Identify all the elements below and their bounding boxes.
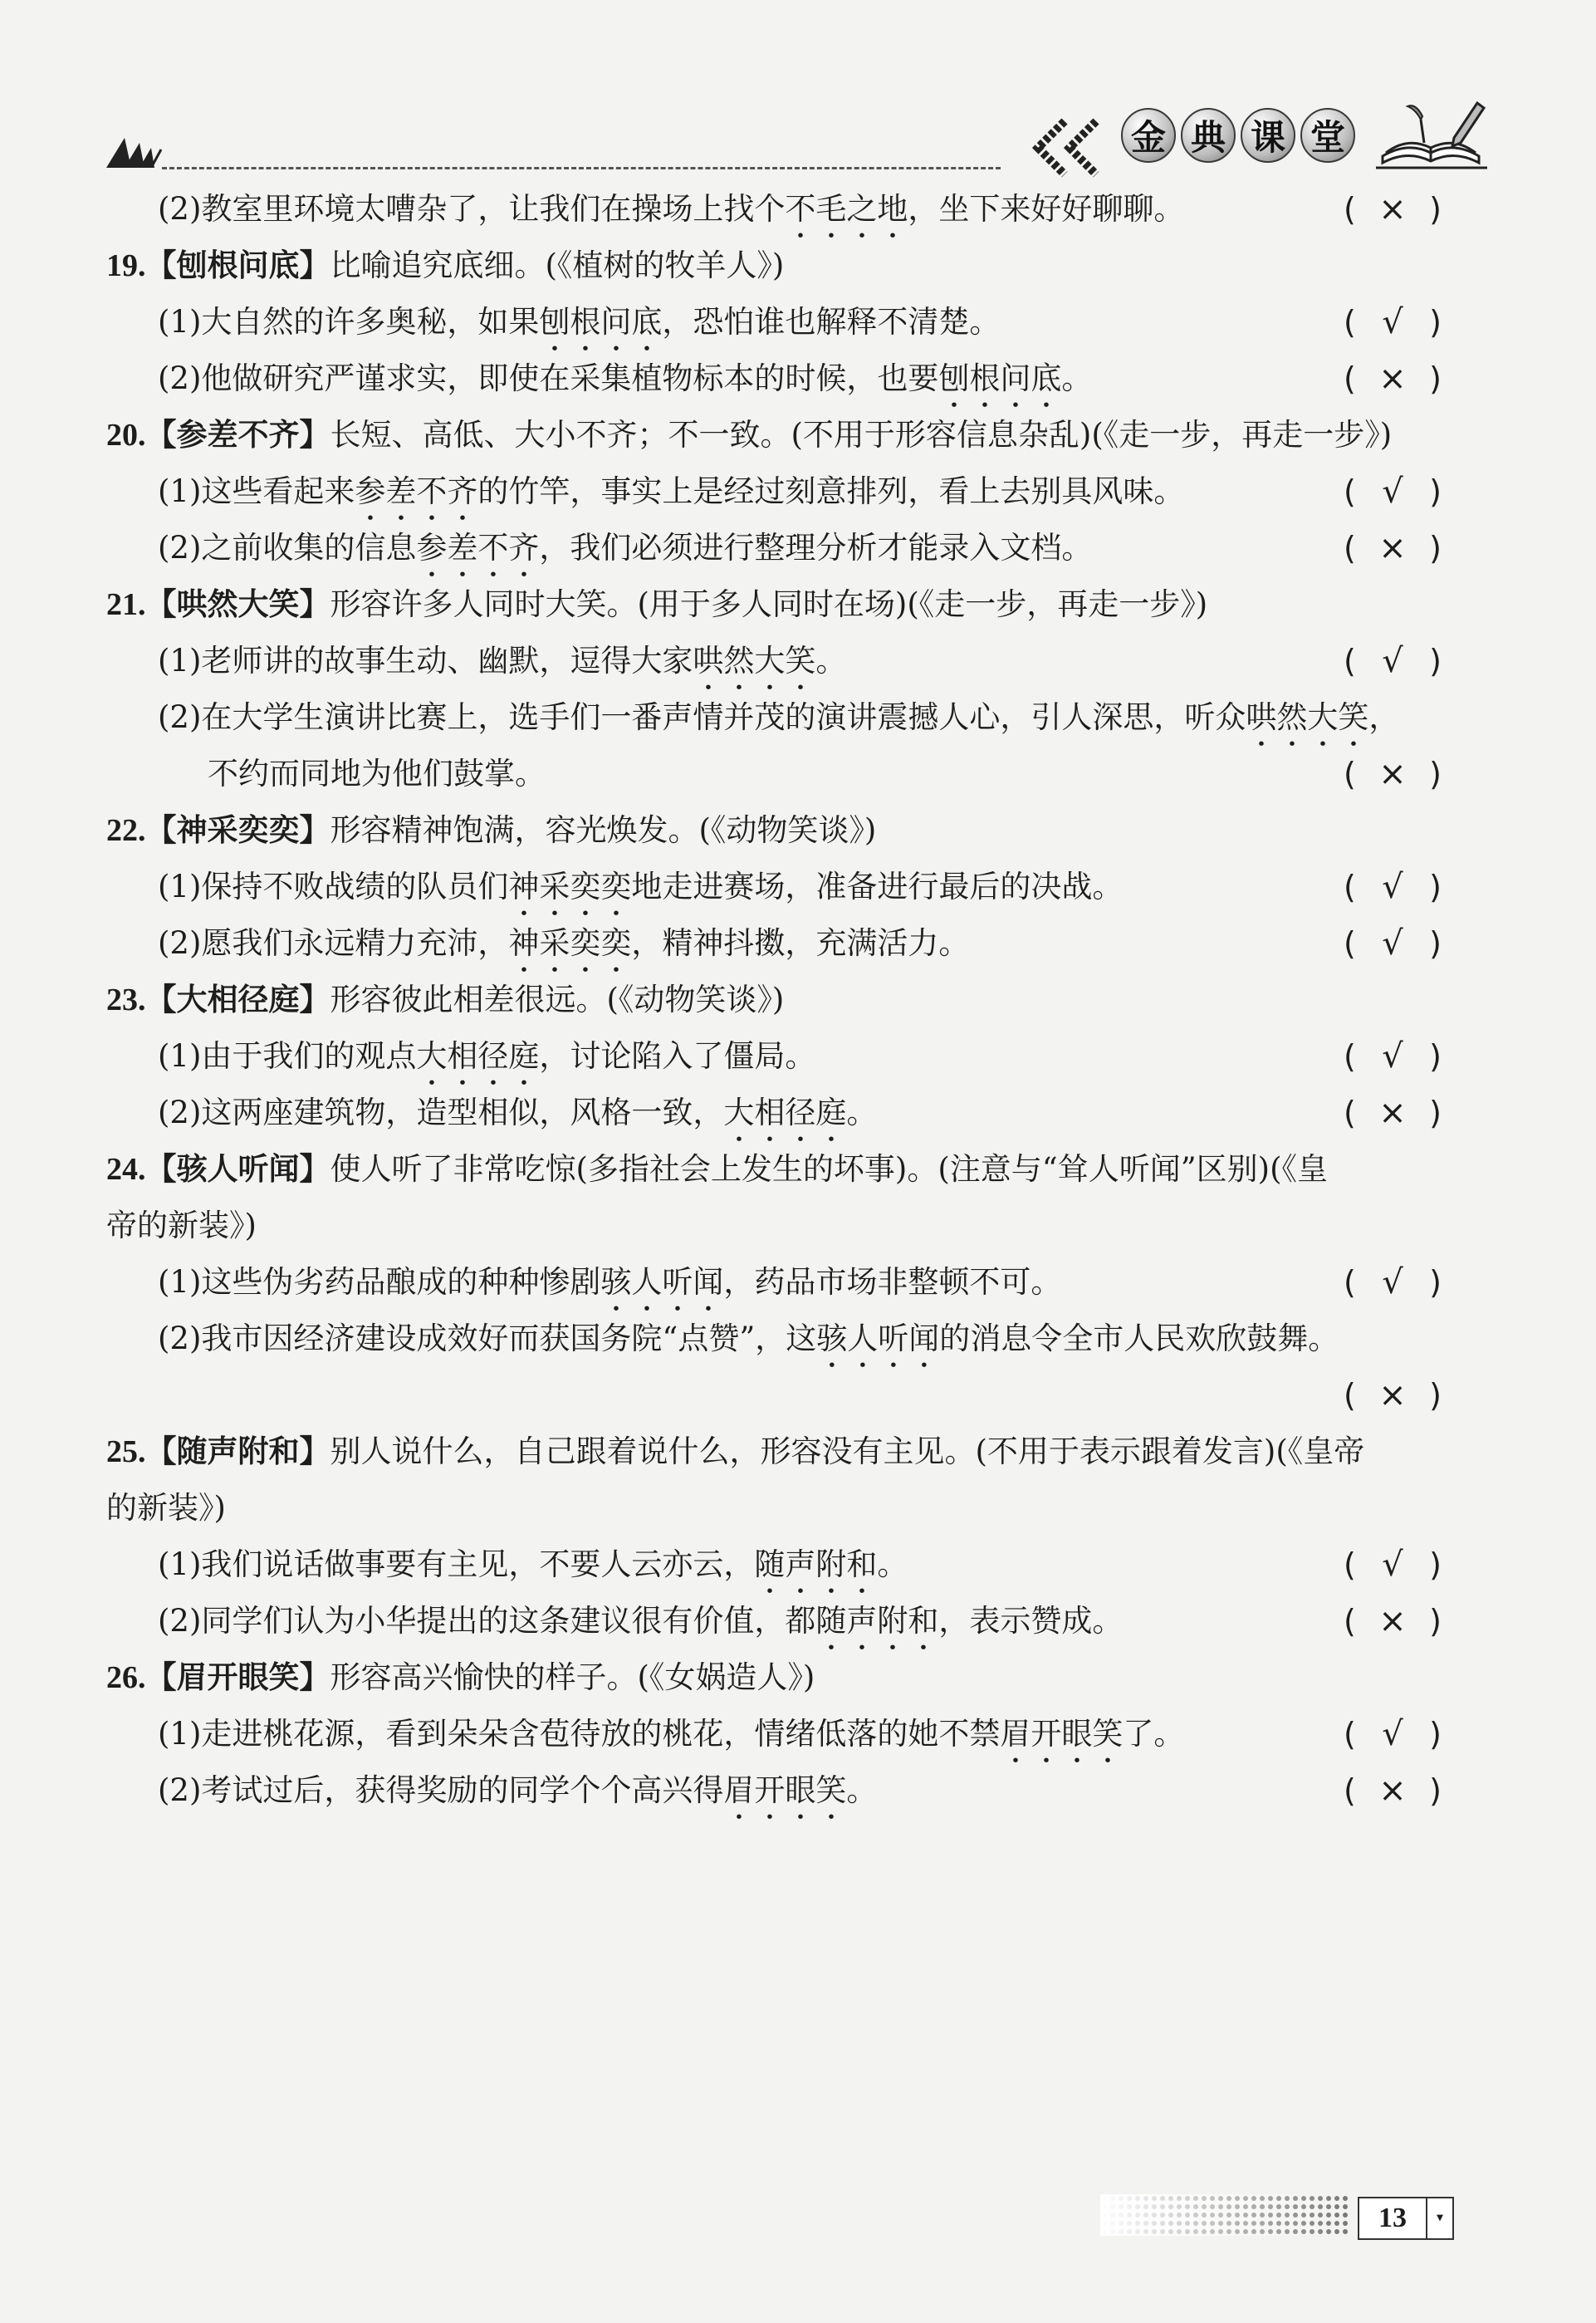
answer-mark bbox=[1344, 1706, 1442, 1762]
brand-title bbox=[1121, 108, 1355, 163]
sentence-text: (1)大自然的许多奥秘，如果 bbox=[158, 304, 540, 340]
sentence-text: ，精神抖擞，充满活力。 bbox=[631, 925, 970, 961]
page-number-box bbox=[1358, 2197, 1454, 2240]
sentence-text: ( bbox=[1344, 530, 1356, 566]
highlighted-idiom: 随声附和 bbox=[754, 1546, 878, 1582]
sentence-text: 不约而同地为他们鼓掌。 bbox=[208, 756, 546, 791]
sentence-text: ) bbox=[1429, 1546, 1442, 1583]
page-number: 13 bbox=[1359, 2198, 1427, 2238]
sentence-text: ( bbox=[1344, 360, 1356, 397]
sentence-text: ) bbox=[1429, 304, 1442, 341]
sentence-text: × bbox=[1378, 755, 1407, 793]
answer-mark bbox=[1344, 1085, 1442, 1141]
sentence-text: (2)愿我们永远精力充沛， bbox=[158, 925, 509, 961]
sentence-text: √ bbox=[1382, 303, 1403, 341]
example-sentence bbox=[158, 1254, 1061, 1311]
sentence-text: 帝的新装》) bbox=[106, 1208, 257, 1243]
example-sentence bbox=[158, 350, 1092, 407]
entry-number: 26. bbox=[106, 1660, 146, 1695]
answer-mark bbox=[1344, 181, 1442, 238]
idiom-entry bbox=[106, 238, 784, 294]
sentence-text: ，讨论陷入了僵局。 bbox=[539, 1038, 816, 1074]
idiom-definition-continued bbox=[106, 1480, 226, 1536]
sentence-text: ，坐下来好好聊聊。 bbox=[908, 191, 1185, 227]
sentence-text: ) bbox=[1429, 473, 1442, 510]
answer-mark bbox=[1344, 1367, 1442, 1424]
sentence-text: (2)在大学生演讲比赛上，选手们一番声情并茂的演讲震撼人心，引人深思，听众 bbox=[158, 699, 1246, 735]
sentence-text: 。 bbox=[877, 1546, 908, 1582]
sentence-text: (2)同学们认为小华提出的这条建议很有价值，都 bbox=[158, 1603, 816, 1639]
sentence-text: ( bbox=[1344, 925, 1356, 962]
highlighted-idiom: 参差不齐 bbox=[355, 473, 478, 509]
sentence-text: 地走进赛场，准备进行最后的决战。 bbox=[631, 869, 1124, 904]
sentence-text: ，恐怕谁也解释不清楚。 bbox=[662, 304, 1001, 340]
sentence-text: ) bbox=[1429, 360, 1442, 397]
entry-number: 22. bbox=[106, 813, 146, 848]
entry-number: 25. bbox=[106, 1434, 146, 1469]
sentence-text: ( bbox=[1344, 1716, 1356, 1752]
dotted-decoration-icon bbox=[1100, 2194, 1349, 2236]
sentence-text: √ bbox=[1382, 1263, 1403, 1301]
highlighted-idiom: 随声附和 bbox=[815, 1603, 939, 1639]
answer-mark bbox=[1344, 350, 1442, 407]
page-tab-icon: ▾ bbox=[1437, 2212, 1443, 2224]
sentence-text: ) bbox=[1429, 1095, 1442, 1131]
sentence-text: ( bbox=[1344, 756, 1356, 792]
sentence-text: 的消息令全市人民欢欣鼓舞。 bbox=[939, 1321, 1339, 1356]
example-sentence bbox=[158, 1311, 1339, 1367]
triangle-decoration-icon bbox=[106, 131, 164, 168]
idiom-term: 【参差不齐】 bbox=[145, 417, 330, 453]
header-dashed-rule bbox=[162, 167, 1001, 169]
example-sentence bbox=[158, 1085, 877, 1141]
highlighted-idiom: 大相径庭 bbox=[723, 1095, 847, 1130]
entry-number: 24. bbox=[106, 1152, 146, 1187]
sentence-text: √ bbox=[1382, 1037, 1403, 1076]
entry-number: 20. bbox=[106, 418, 146, 453]
sentence-text: ，我们必须进行整理分析才能录入文档。 bbox=[539, 530, 1093, 566]
page-header bbox=[0, 0, 1596, 191]
highlighted-idiom: 眉开眼笑 bbox=[1000, 1716, 1124, 1752]
highlighted-idiom: 眉开眼笑 bbox=[723, 1772, 847, 1808]
double-chevron-left-icon bbox=[1030, 116, 1104, 179]
sentence-text: 。 bbox=[815, 643, 847, 679]
example-sentence bbox=[158, 633, 846, 689]
sentence-text: ( bbox=[1344, 1603, 1356, 1639]
highlighted-idiom: 哄然大笑 bbox=[693, 643, 816, 679]
example-sentence bbox=[158, 1028, 815, 1085]
sentence-text: ( bbox=[1344, 1772, 1356, 1809]
sentence-text: 。 bbox=[846, 1772, 878, 1808]
highlighted-idiom: 哄然大笑 bbox=[1246, 699, 1369, 735]
sentence-text: ( bbox=[1344, 191, 1356, 228]
highlighted-idiom: 大相径庭 bbox=[416, 1038, 540, 1074]
sentence-text: × bbox=[1378, 529, 1407, 567]
highlighted-idiom: 刨根问底 bbox=[938, 360, 1062, 396]
highlighted-idiom: 骇人听闻 bbox=[816, 1321, 940, 1356]
idiom-entry bbox=[106, 1141, 1328, 1198]
idiom-term: 【大相径庭】 bbox=[145, 982, 330, 1017]
sentence-text: ( bbox=[1344, 1095, 1356, 1131]
sentence-text: √ bbox=[1382, 1715, 1403, 1753]
sentence-text: 。 bbox=[846, 1095, 878, 1130]
idiom-term: 【刨根问底】 bbox=[145, 247, 330, 283]
answer-mark bbox=[1344, 294, 1442, 350]
sentence-text: (1)这些看起来 bbox=[158, 473, 355, 509]
sentence-text: (2)教室里环境太嘈杂了，让我们在操场上找个 bbox=[158, 191, 786, 227]
idiom-entry bbox=[106, 802, 876, 859]
sentence-text: (2)他做研究严谨求实，即使在采集植物标本的时候，也要 bbox=[158, 360, 939, 396]
sentence-text: ) bbox=[1429, 869, 1442, 905]
example-sentence bbox=[158, 520, 1092, 576]
idiom-definition: 形容彼此相差很远。(《动物笑谈》) bbox=[330, 982, 785, 1017]
open-book-pencil-icon bbox=[1374, 98, 1491, 173]
sentence-text: × bbox=[1378, 1376, 1407, 1414]
answer-mark bbox=[1344, 520, 1442, 576]
entry-number: 21. bbox=[106, 587, 146, 622]
sentence-text: √ bbox=[1382, 642, 1403, 680]
example-sentence bbox=[158, 1706, 1184, 1762]
answer-mark bbox=[1344, 1254, 1442, 1311]
sentence-text: ) bbox=[1429, 1377, 1442, 1414]
sentence-text: (2)之前收集的信息 bbox=[158, 530, 417, 566]
highlighted-idiom: 骇人听闻 bbox=[600, 1264, 724, 1300]
answer-mark bbox=[1344, 746, 1442, 802]
idiom-entry bbox=[106, 407, 1392, 463]
sentence-text: √ bbox=[1382, 868, 1403, 906]
sentence-text: ) bbox=[1429, 756, 1442, 792]
idiom-term: 【哄然大笑】 bbox=[145, 586, 330, 622]
sentence-text: ) bbox=[1429, 1772, 1442, 1809]
sentence-text: ( bbox=[1344, 643, 1356, 679]
sentence-text: (2)我市因经济建设成效好而获国务院“点赞”，这 bbox=[158, 1321, 817, 1356]
sentence-text: ) bbox=[1429, 925, 1442, 962]
sentence-text: ( bbox=[1344, 1038, 1356, 1075]
idiom-entry bbox=[106, 576, 1207, 633]
sentence-text: ) bbox=[1429, 643, 1442, 679]
sentence-text: (1)由于我们的观点 bbox=[158, 1038, 417, 1074]
sentence-text: × bbox=[1378, 1602, 1407, 1640]
idiom-term: 【随声附和】 bbox=[145, 1433, 330, 1469]
brand-char: 堂 bbox=[1300, 108, 1355, 163]
sentence-text: ) bbox=[1429, 1603, 1442, 1639]
example-sentence bbox=[158, 1762, 877, 1819]
idiom-definition: 长短、高低、大小不齐；不一致。(不用于形容信息杂乱)(《走一步，再走一步》) bbox=[330, 417, 1393, 453]
highlighted-idiom: 神采奕奕 bbox=[508, 925, 632, 961]
sentence-text: ( bbox=[1344, 1264, 1356, 1301]
example-sentence bbox=[158, 463, 1184, 520]
idiom-definition-continued bbox=[106, 1198, 257, 1254]
idiom-definition: 比喻追究底细。(《植树的牧羊人》) bbox=[330, 247, 785, 283]
sentence-text: 的新装》) bbox=[106, 1490, 226, 1526]
answer-mark bbox=[1344, 463, 1442, 520]
example-sentence bbox=[158, 915, 969, 972]
sentence-text: ) bbox=[1429, 1264, 1442, 1301]
example-sentence bbox=[158, 1536, 908, 1593]
answer-mark bbox=[1344, 1762, 1442, 1819]
example-sentence bbox=[158, 689, 1399, 746]
idiom-term: 【骇人听闻】 bbox=[145, 1151, 330, 1187]
sentence-text: (1)这些伪劣药品酿成的种种惨剧 bbox=[158, 1264, 601, 1300]
sentence-text: √ bbox=[1382, 1546, 1403, 1584]
highlighted-idiom: 刨根问底 bbox=[539, 304, 663, 340]
sentence-text: √ bbox=[1382, 924, 1403, 963]
idiom-entry bbox=[106, 1424, 1364, 1480]
sentence-text: ( bbox=[1344, 473, 1356, 510]
answer-mark bbox=[1344, 915, 1442, 972]
idiom-term: 【眉开眼笑】 bbox=[145, 1659, 330, 1695]
sentence-text: × bbox=[1378, 1772, 1407, 1810]
sentence-text: (1)老师讲的故事生动、幽默，逗得大家 bbox=[158, 643, 693, 679]
highlighted-idiom: 不毛之地 bbox=[785, 191, 908, 227]
sentence-text: ( bbox=[1344, 304, 1356, 341]
sentence-text: (2)考试过后，获得奖励的同学个个高兴得 bbox=[158, 1772, 724, 1808]
idiom-definition: 形容许多人同时大笑。(用于多人同时在场)(《走一步，再走一步》) bbox=[330, 586, 1208, 622]
sentence-text: 的竹竿，事实上是经过刻意排列，看上去别具风味。 bbox=[477, 473, 1185, 509]
sentence-text: × bbox=[1378, 1094, 1407, 1132]
example-sentence bbox=[158, 1593, 1123, 1649]
idiom-entry bbox=[106, 1649, 815, 1706]
highlighted-idiom: 神采奕奕 bbox=[508, 869, 632, 904]
idiom-definition: 形容高兴愉快的样子。(《女娲造人》) bbox=[330, 1659, 815, 1695]
sentence-text: ，表示赞成。 bbox=[938, 1603, 1124, 1639]
answer-mark bbox=[1344, 1593, 1442, 1649]
entry-number: 23. bbox=[106, 983, 146, 1017]
highlighted-idiom: 参差不齐 bbox=[416, 530, 540, 566]
sentence-text: (1)保持不败战绩的队员们 bbox=[158, 869, 509, 904]
idiom-term: 【神采奕奕】 bbox=[145, 812, 330, 848]
brand-char: 金 bbox=[1121, 108, 1176, 163]
example-sentence bbox=[158, 181, 1184, 238]
example-sentence bbox=[158, 859, 1123, 915]
answer-mark bbox=[1344, 633, 1442, 689]
sentence-text: ( bbox=[1344, 869, 1356, 905]
example-sentence bbox=[158, 294, 1000, 350]
sentence-text: 了。 bbox=[1123, 1716, 1185, 1752]
sentence-text: ( bbox=[1344, 1377, 1356, 1414]
sentence-text: × bbox=[1378, 360, 1407, 398]
idiom-definition: 形容精神饱满，容光焕发。(《动物笑谈》) bbox=[330, 812, 877, 848]
sentence-text: (1)我们说话做事要有主见，不要人云亦云， bbox=[158, 1546, 755, 1582]
entry-number: 19. bbox=[106, 248, 146, 283]
brand-char: 课 bbox=[1241, 108, 1295, 163]
sentence-text: 。 bbox=[1061, 360, 1093, 396]
sentence-text: (2)这两座建筑物，造型相似，风格一致， bbox=[158, 1095, 724, 1130]
idiom-definition: 使人听了非常吃惊(多指社会上发生的坏事)。(注意与“耸人听闻”区别)(《皇 bbox=[330, 1151, 1329, 1187]
sentence-text: ) bbox=[1429, 530, 1442, 566]
answer-mark bbox=[1344, 1536, 1442, 1593]
answer-mark bbox=[1344, 1028, 1442, 1085]
sentence-text: ( bbox=[1344, 1546, 1356, 1583]
answer-mark bbox=[1344, 859, 1442, 915]
example-sentence-continued bbox=[208, 746, 546, 802]
sentence-text: ) bbox=[1429, 1038, 1442, 1075]
sentence-text: ， bbox=[1368, 699, 1400, 735]
sentence-text: ) bbox=[1429, 191, 1442, 228]
brand-char: 典 bbox=[1181, 108, 1236, 163]
idiom-entry bbox=[106, 972, 784, 1028]
sentence-text: √ bbox=[1382, 473, 1403, 511]
sentence-text: ) bbox=[1429, 1716, 1442, 1752]
sentence-text: ，药品市场非整顿不可。 bbox=[723, 1264, 1062, 1300]
sentence-text: × bbox=[1378, 190, 1407, 228]
idiom-definition: 别人说什么，自己跟着说什么，形容没有主见。(不用于表示跟着发言)(《皇帝 bbox=[330, 1433, 1365, 1469]
sentence-text: (1)走进桃花源，看到朵朵含苞待放的桃花，情绪低落的她不禁 bbox=[158, 1716, 1001, 1752]
